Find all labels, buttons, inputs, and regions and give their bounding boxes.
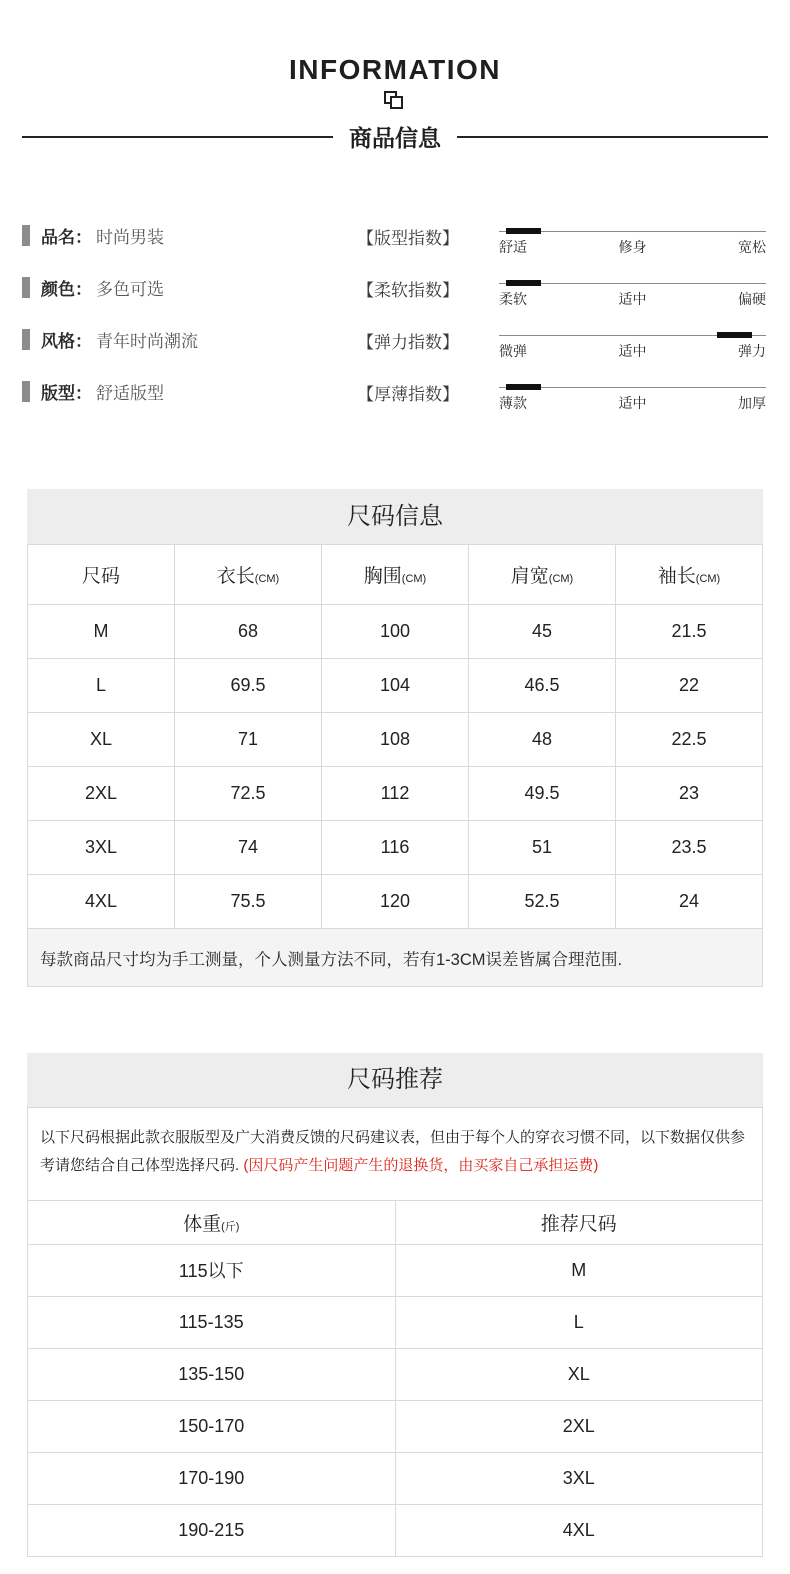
cell-recommended-size: 4XL [395,1504,763,1556]
attribute-label: 颜色： [41,280,92,299]
cell-shoulder: 48 [469,713,616,767]
attribute-left [22,275,357,300]
column-header [175,545,322,605]
bullet-bar [22,277,30,298]
header-unit: (CM) [254,573,280,585]
cell-size: M [28,605,175,659]
scale-label-low: 舒适 [499,239,527,255]
table-row [28,875,763,929]
cell-size: 3XL [28,821,175,875]
scale-label-low: 微弹 [499,343,527,359]
cell-sleeve: 24 [616,875,763,929]
size-info-table [27,544,763,987]
size-table-header-row [28,545,763,605]
fit-index-slider [499,231,766,257]
cell-shoulder: 52.5 [469,875,616,929]
cell-chest: 108 [322,713,469,767]
slider-track [499,283,766,284]
attribute-label: 风格： [41,332,92,351]
cell-recommended-size: XL [395,1348,763,1400]
softness-index-slider [499,283,766,309]
attribute-row-style [0,327,790,379]
cell-length: 69.5 [175,659,322,713]
header-unit: (CM) [401,573,427,585]
header-name: 袖长 [657,566,696,587]
cell-size: XL [28,713,175,767]
cell-length: 71 [175,713,322,767]
subtitle-divider-right [457,136,768,138]
slider-track [499,335,766,336]
cell-chest: 120 [322,875,469,929]
cell-length: 74 [175,821,322,875]
cell-weight: 115-135 [28,1296,396,1348]
table-row [28,1348,763,1400]
cell-sleeve: 22.5 [616,713,763,767]
table-row [28,1400,763,1452]
cell-weight: 190-215 [28,1504,396,1556]
scale-label-mid: 修身 [618,239,647,255]
bullet-bar [22,381,30,402]
scale-label-mid: 适中 [618,291,647,307]
column-header [469,545,616,605]
attribute-value: 时尚男装 [96,228,164,247]
description-text: 以下尺码根据此款衣服版型及广大消费反馈的尺码建议表，但由于每个人的穿衣习惯不同，以下数据仅供参考请您结合自己体型选择尺码. [40,1129,746,1174]
cell-weight: 115以下 [28,1244,396,1296]
overlap-squares-icon [384,91,406,111]
cell-sleeve: 21.5 [616,605,763,659]
header-unit: (CM) [548,573,574,585]
description-warning-red: (因尺码产生问题产生的退换货，由买家自己承担运费) [243,1156,599,1174]
cell-weight: 170-190 [28,1452,396,1504]
column-header [395,1200,763,1244]
scale-label-mid: 适中 [618,343,647,359]
cell-length: 72.5 [175,767,322,821]
cell-sleeve: 23 [616,767,763,821]
bullet-bar [22,329,30,350]
index-label: 【弹力指数】 [357,333,459,352]
table-row [28,1504,763,1556]
attributes-section [0,223,790,431]
cell-recommended-size: L [395,1296,763,1348]
cell-recommended-size: 3XL [395,1452,763,1504]
header-name: 胸围 [363,566,402,587]
index-label: 【厚薄指数】 [357,385,459,404]
column-header [322,545,469,605]
attribute-left [22,223,357,248]
elasticity-index-slider [499,335,766,361]
attribute-label: 品名： [41,228,92,247]
recommend-header-row [28,1200,763,1244]
cell-chest: 112 [322,767,469,821]
measurement-note: 每款商品尺寸均为手工测量，个人测量方法不同，若有1-3CM误差皆属合理范围. [28,929,763,987]
slider-marker [506,384,541,390]
subtitle-divider-left [22,136,333,138]
cell-chest: 116 [322,821,469,875]
page-header [0,0,790,153]
attribute-left [22,327,357,352]
recommend-description-row [28,1108,763,1201]
table-row [28,1452,763,1504]
header-unit: (CM) [695,573,721,585]
attribute-row-name [0,223,790,275]
table-row [28,767,763,821]
table-note-row [28,929,763,987]
cell-chest: 104 [322,659,469,713]
column-header [616,545,763,605]
attribute-value: 舒适版型 [96,384,164,403]
attribute-label: 版型： [41,384,92,403]
thickness-index-slider [499,387,766,413]
slider-scale-labels [499,341,766,361]
scale-label-high: 宽松 [738,239,766,255]
table-row [28,713,763,767]
size-recommend-table [27,1107,763,1557]
cell-chest: 100 [322,605,469,659]
subtitle-row [22,120,768,153]
scale-label-high: 弹力 [738,343,766,359]
attribute-row-fit [0,379,790,431]
attribute-value: 青年时尚潮流 [96,332,198,351]
slider-track [499,387,766,388]
index-label: 【版型指数】 [357,229,459,248]
page-subtitle: 商品信息 [349,125,441,151]
index-label: 【柔软指数】 [357,281,459,300]
slider-scale-labels [499,289,766,309]
cell-size: 2XL [28,767,175,821]
cell-size: 4XL [28,875,175,929]
scale-label-mid: 适中 [618,395,647,411]
cell-weight: 135-150 [28,1348,396,1400]
overlap-square-front [390,96,403,109]
header-name: 体重 [183,1213,222,1235]
page-title: INFORMATION [289,54,501,85]
table-row [28,605,763,659]
attribute-row-color [0,275,790,327]
table-row [28,1244,763,1296]
attribute-left [22,379,357,404]
slider-scale-labels [499,393,766,413]
size-info-section [27,489,763,987]
size-info-title: 尺码信息 [27,489,763,544]
header-name: 推荐尺码 [540,1213,617,1235]
scale-label-high: 偏硬 [738,291,766,307]
attribute-value: 多色可选 [96,280,164,299]
header-name: 肩宽 [510,566,549,587]
scale-label-low: 薄款 [499,395,527,411]
size-recommend-title: 尺码推荐 [27,1053,763,1107]
scale-label-low: 柔软 [499,291,527,307]
cell-shoulder: 46.5 [469,659,616,713]
scale-label-high: 加厚 [738,395,766,411]
table-row [28,821,763,875]
cell-length: 68 [175,605,322,659]
cell-sleeve: 22 [616,659,763,713]
cell-shoulder: 51 [469,821,616,875]
cell-shoulder: 45 [469,605,616,659]
cell-recommended-size: 2XL [395,1400,763,1452]
cell-recommended-size: M [395,1244,763,1296]
table-row [28,659,763,713]
slider-track [499,231,766,232]
header-unit: (斤) [221,1220,240,1233]
cell-sleeve: 23.5 [616,821,763,875]
size-recommend-section [27,1053,763,1557]
header-name: 尺码 [81,566,120,587]
cell-weight: 150-170 [28,1400,396,1452]
slider-marker [506,228,541,234]
column-header [28,1200,396,1244]
bullet-bar [22,225,30,246]
table-row [28,1296,763,1348]
recommend-description [28,1108,763,1201]
cell-size: L [28,659,175,713]
slider-marker [717,332,752,338]
cell-length: 75.5 [175,875,322,929]
cell-shoulder: 49.5 [469,767,616,821]
column-header [28,545,175,605]
header-name: 衣长 [216,566,255,587]
slider-scale-labels [499,237,766,257]
slider-marker [506,280,541,286]
